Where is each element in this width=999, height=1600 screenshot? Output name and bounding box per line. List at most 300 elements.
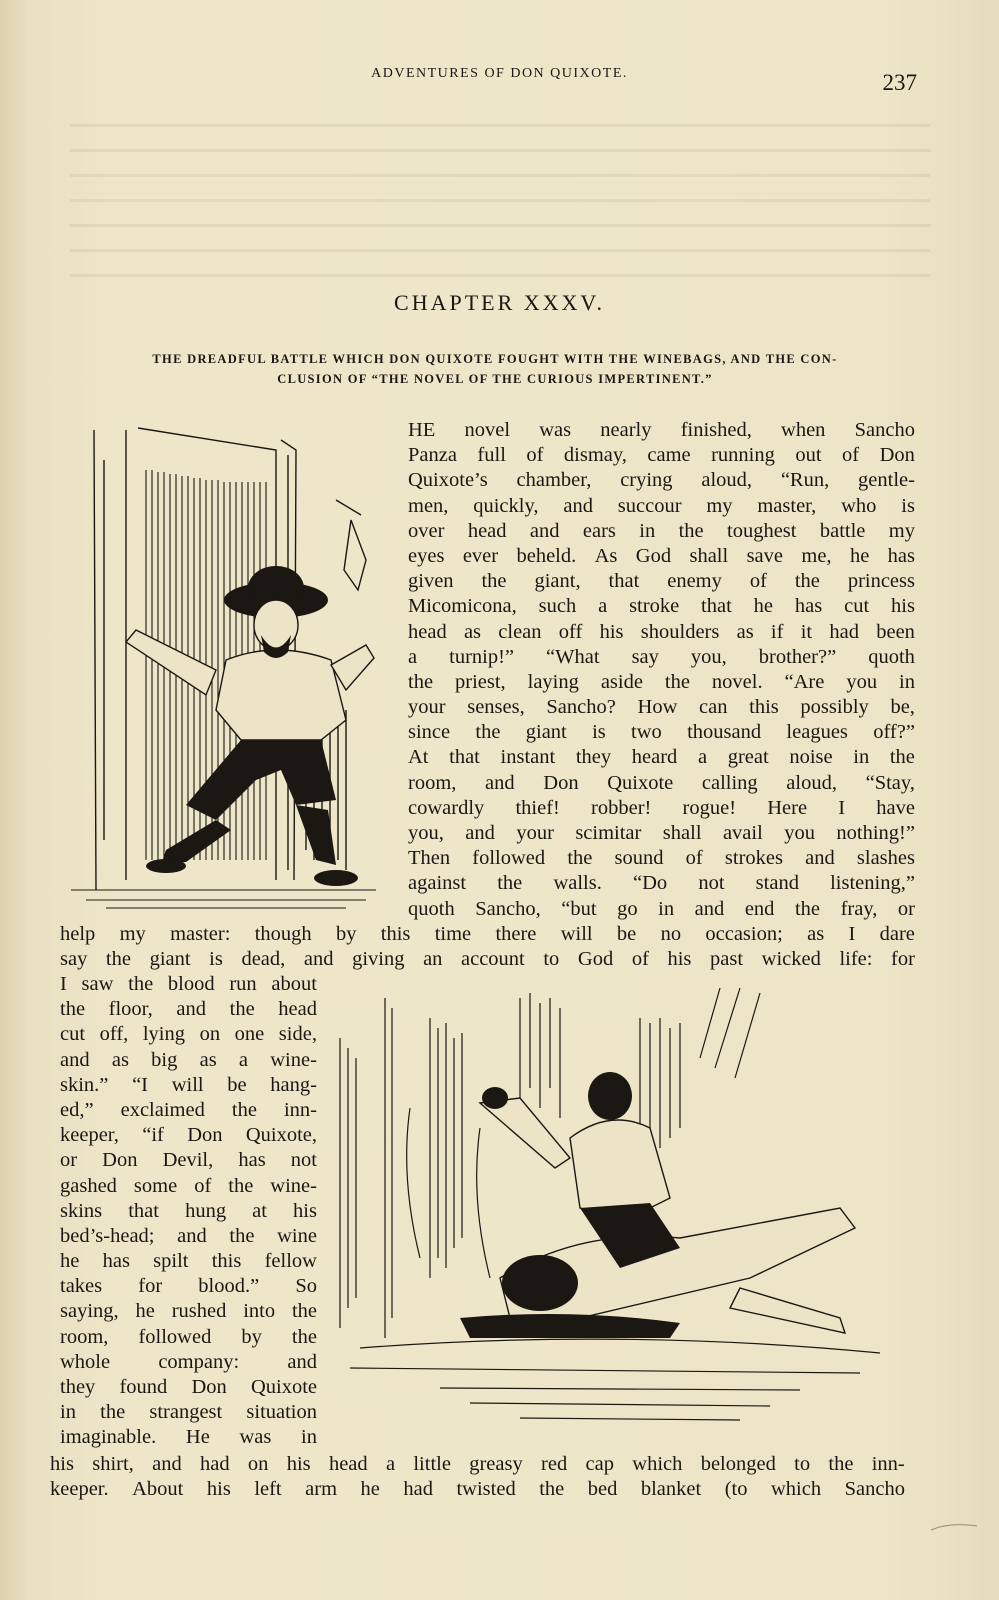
word: listening,” xyxy=(830,872,915,895)
text-line xyxy=(408,620,915,645)
text-line xyxy=(408,443,915,468)
word: time xyxy=(434,923,472,945)
word: greasy xyxy=(469,1453,523,1475)
word: fellow xyxy=(264,1250,317,1273)
word: has xyxy=(794,595,823,618)
word: imaginable. xyxy=(60,1426,157,1449)
word: in xyxy=(60,1401,76,1424)
text-line xyxy=(408,544,915,569)
word: Quixote’s xyxy=(408,469,488,492)
word: “but xyxy=(561,897,597,920)
word: belonged xyxy=(700,1453,776,1475)
word: that xyxy=(449,746,480,769)
word: cap xyxy=(585,1453,614,1475)
word: be xyxy=(616,923,637,945)
word: was xyxy=(239,1426,272,1449)
word: the xyxy=(567,847,593,870)
word: though xyxy=(254,923,312,945)
word: they xyxy=(60,1376,96,1398)
word: followed xyxy=(472,847,546,870)
word: Quixote, xyxy=(245,1124,317,1147)
word: a xyxy=(238,1048,249,1071)
word: noise xyxy=(789,746,833,769)
word: heard xyxy=(631,746,678,769)
word: you xyxy=(784,822,815,844)
word: the xyxy=(128,973,154,995)
word: slashes xyxy=(856,847,915,870)
word: running xyxy=(711,444,775,467)
word: master, xyxy=(757,494,817,517)
word: Don xyxy=(879,444,915,467)
word: in xyxy=(301,1426,317,1449)
word: had xyxy=(829,620,859,643)
chapter-summary-line-1: THE DREADFUL BATTLE WHICH DON QUIXOTE FOUGHT WITH THE WINEBAGS, AND THE CON- xyxy=(152,352,838,366)
word: Devil, xyxy=(162,1149,214,1172)
illustration-sancho-running xyxy=(66,420,396,910)
word: exclaimed xyxy=(120,1098,205,1121)
word: cut xyxy=(60,1023,86,1046)
text-line xyxy=(60,1199,317,1224)
word: fray, xyxy=(840,897,878,920)
word: this xyxy=(380,923,411,945)
word: As xyxy=(594,544,618,567)
word: have xyxy=(876,796,915,819)
word: found xyxy=(119,1376,168,1398)
word: and xyxy=(563,494,593,517)
word: not xyxy=(698,872,725,895)
word: or xyxy=(60,1149,78,1172)
word: the xyxy=(228,1174,254,1197)
word: giant xyxy=(525,721,567,744)
word: at xyxy=(252,1199,267,1222)
word: novel. xyxy=(711,670,763,693)
word: Sancho? xyxy=(546,696,616,719)
word: keeper, xyxy=(60,1124,119,1147)
word: senses, xyxy=(467,696,525,719)
word: big xyxy=(151,1048,178,1071)
word: the xyxy=(539,1478,565,1501)
word: to xyxy=(794,1453,811,1475)
text-line xyxy=(408,418,915,443)
word: the xyxy=(229,1224,255,1247)
word: and xyxy=(287,1350,317,1373)
word: quoth xyxy=(868,645,915,668)
word: had xyxy=(200,1453,230,1475)
word: wine xyxy=(277,1224,317,1247)
show-through-text xyxy=(70,110,930,290)
word: since xyxy=(408,721,451,744)
word: giant, xyxy=(534,570,581,593)
word: two xyxy=(631,721,662,744)
word: by xyxy=(335,923,357,945)
word: end xyxy=(744,897,775,920)
word: room, xyxy=(60,1325,109,1348)
word: toughest xyxy=(727,519,797,542)
text-line xyxy=(60,1174,317,1199)
word: stroke xyxy=(629,595,680,618)
word: finished, xyxy=(680,419,752,441)
word: Micomicona, xyxy=(408,595,517,618)
word: and xyxy=(176,998,207,1021)
word: whole xyxy=(60,1350,111,1373)
word: came xyxy=(647,444,691,467)
word: had xyxy=(403,1478,433,1501)
text-line xyxy=(60,1375,317,1400)
word: over xyxy=(408,519,445,542)
word: has xyxy=(238,1149,266,1172)
word: the xyxy=(481,570,507,593)
word: keeper. xyxy=(50,1478,109,1501)
word: possibly xyxy=(800,696,869,719)
word: turnip!” xyxy=(449,645,515,668)
word: (to xyxy=(724,1478,748,1501)
word: twisted xyxy=(456,1478,516,1501)
word: the xyxy=(497,872,523,895)
text-line xyxy=(60,1098,317,1123)
word: my xyxy=(888,519,915,542)
text-line xyxy=(408,519,915,544)
word: as xyxy=(111,1048,129,1071)
word: giving xyxy=(352,948,405,971)
word: as xyxy=(199,1048,217,1071)
word: lying xyxy=(142,1023,185,1046)
word: as xyxy=(463,620,482,643)
word: is xyxy=(901,494,915,517)
word: rogue! xyxy=(682,796,737,819)
word: the xyxy=(105,948,131,971)
word: in xyxy=(639,519,656,542)
word: Don xyxy=(102,1149,138,1172)
word: aside xyxy=(600,670,643,693)
text-line xyxy=(408,745,915,770)
word: past xyxy=(710,948,744,971)
word: princess xyxy=(847,570,915,593)
word: and xyxy=(485,771,515,794)
word: bed’s-head; xyxy=(60,1224,155,1247)
word: your xyxy=(408,696,446,719)
word: left xyxy=(254,1478,282,1501)
word: blood xyxy=(167,973,215,995)
word: say xyxy=(631,645,659,668)
text-line xyxy=(60,1249,317,1274)
word: God xyxy=(635,544,672,567)
word: be, xyxy=(890,696,915,719)
word: Sancho xyxy=(854,419,915,441)
word: the xyxy=(408,670,434,693)
bottom-text xyxy=(50,1452,905,1502)
text-line xyxy=(408,594,915,619)
text-line xyxy=(50,1452,905,1477)
text-line xyxy=(408,670,915,695)
word: scimitar xyxy=(575,822,642,844)
word: the xyxy=(664,670,690,693)
text-line xyxy=(60,1400,317,1425)
word: laying xyxy=(527,670,579,693)
word: he xyxy=(135,1300,155,1323)
word: when xyxy=(781,419,826,441)
word: ed,” xyxy=(60,1098,94,1121)
word: followed xyxy=(138,1325,212,1348)
word: side, xyxy=(278,1023,317,1046)
word: that xyxy=(608,570,640,593)
word: company: xyxy=(158,1350,240,1373)
word: instant xyxy=(500,746,556,769)
word: priest, xyxy=(455,670,506,693)
word: that xyxy=(701,595,732,618)
word: cowardly xyxy=(408,796,485,819)
word: and xyxy=(529,519,560,542)
word: in xyxy=(899,670,915,693)
word: “Do xyxy=(633,872,668,895)
word: by xyxy=(241,1325,262,1348)
word: full xyxy=(477,444,506,467)
word: off?” xyxy=(873,721,915,744)
word: Quixote xyxy=(250,1376,317,1398)
word: shoulders xyxy=(640,620,720,643)
word: and xyxy=(303,948,334,971)
page-number: 237 xyxy=(882,70,917,95)
word: saying, xyxy=(60,1300,119,1323)
word: ears xyxy=(582,519,616,542)
word: his xyxy=(206,1478,231,1501)
word: if xyxy=(770,620,784,643)
word: About xyxy=(132,1478,184,1501)
word: run xyxy=(229,973,257,995)
word: giant xyxy=(149,948,191,971)
word: account xyxy=(461,948,525,971)
chapter-summary-line-2: CLUSION OF “THE NOVEL OF THE CURIOUS IMPERTINENT.” xyxy=(277,372,713,386)
word: wine- xyxy=(270,1048,317,1071)
word: saw xyxy=(81,973,114,995)
word: I xyxy=(60,973,67,995)
word: an xyxy=(423,948,443,971)
word: my xyxy=(119,923,146,945)
word: the xyxy=(889,746,915,769)
word: clean xyxy=(498,620,542,643)
word: help xyxy=(60,923,96,945)
word: of xyxy=(526,444,544,467)
word: hang- xyxy=(270,1073,317,1096)
word: one xyxy=(234,1023,265,1046)
text-line xyxy=(60,1048,317,1073)
full-width-text xyxy=(60,922,915,972)
word: which xyxy=(770,1478,822,1501)
text-line xyxy=(408,468,915,493)
word: the xyxy=(794,897,821,920)
word: for xyxy=(138,1275,163,1298)
word: I xyxy=(838,796,846,819)
word: blanket xyxy=(640,1478,702,1501)
word: situation xyxy=(246,1401,317,1424)
word: dead, xyxy=(241,948,286,971)
word: walls. xyxy=(553,872,602,895)
word: dare xyxy=(879,923,915,945)
word: God xyxy=(577,948,614,971)
word: can xyxy=(699,696,728,719)
word: in xyxy=(853,746,870,769)
word: quickly, xyxy=(473,494,539,517)
word: it xyxy=(800,620,813,643)
word: and xyxy=(152,1453,182,1475)
word: the xyxy=(100,1401,126,1424)
word: beheld. xyxy=(516,544,577,567)
word: bed xyxy=(587,1478,618,1501)
word: shall xyxy=(662,822,702,844)
word: of xyxy=(631,948,649,971)
word: “What xyxy=(546,645,600,668)
word: little xyxy=(413,1453,451,1475)
text-line xyxy=(60,1325,317,1350)
word: takes xyxy=(60,1275,103,1298)
word: of xyxy=(749,570,767,593)
word: Don xyxy=(191,1376,227,1398)
word: He xyxy=(185,1426,210,1449)
illustration-wineskin-battle xyxy=(320,978,905,1433)
word: for xyxy=(891,948,915,971)
word: robber! xyxy=(591,796,652,819)
text-line xyxy=(60,1299,317,1324)
left-column-text xyxy=(60,972,317,1451)
word: his xyxy=(286,1453,311,1475)
word: aloud, xyxy=(701,469,753,492)
word: “I xyxy=(132,1073,149,1096)
right-column-text xyxy=(408,418,915,922)
word: battle xyxy=(819,519,866,542)
word: the xyxy=(60,998,86,1021)
word: nothing!” xyxy=(836,822,915,844)
word: So xyxy=(295,1275,317,1298)
word: calling xyxy=(701,771,758,794)
word: “Run, xyxy=(780,469,830,492)
word: the xyxy=(678,519,704,542)
word: no xyxy=(660,923,682,945)
word: off, xyxy=(99,1023,129,1046)
word: my xyxy=(706,494,733,517)
word: the xyxy=(291,1300,317,1323)
word: I xyxy=(848,923,856,945)
word: Sancho xyxy=(844,1478,905,1501)
word: on xyxy=(247,1453,269,1475)
word: succour xyxy=(617,494,682,517)
word: head xyxy=(328,1453,368,1475)
word: his xyxy=(599,620,624,643)
word: given xyxy=(408,570,454,593)
chapter-summary xyxy=(70,349,920,389)
word: he xyxy=(360,1478,380,1501)
word: be xyxy=(227,1073,247,1096)
word: shall xyxy=(689,544,729,567)
word: Don xyxy=(187,1124,223,1147)
word: gashed xyxy=(60,1174,117,1197)
word: which xyxy=(632,1453,683,1475)
word: this xyxy=(749,696,779,719)
word: about xyxy=(271,973,317,995)
word: rushed xyxy=(171,1300,227,1323)
word: he xyxy=(753,595,774,618)
word: and xyxy=(805,847,835,870)
word: Sancho, xyxy=(475,897,541,920)
word: save xyxy=(746,544,784,567)
word: head xyxy=(408,620,447,643)
word: crying xyxy=(620,469,673,492)
word: your xyxy=(516,822,554,844)
word: hung xyxy=(185,1199,227,1222)
word: of xyxy=(842,444,860,467)
word: has xyxy=(102,1250,130,1273)
word: me, xyxy=(801,544,832,567)
word: as xyxy=(736,620,754,643)
word: not xyxy=(290,1149,317,1172)
word: the xyxy=(291,1325,317,1348)
word: will xyxy=(171,1073,204,1096)
word: he xyxy=(60,1250,80,1273)
word: enemy xyxy=(667,570,722,593)
word: some xyxy=(133,1174,178,1197)
word: avail xyxy=(722,822,763,844)
word: shirt, xyxy=(92,1453,134,1475)
word: head xyxy=(278,998,317,1021)
word: blood.” xyxy=(198,1275,260,1298)
word: floor, xyxy=(108,998,153,1021)
word: his xyxy=(891,595,915,618)
text-line xyxy=(60,1148,317,1173)
word: of xyxy=(194,1174,212,1197)
text-line xyxy=(60,922,915,947)
word: as xyxy=(807,923,825,945)
word: stand xyxy=(755,872,799,895)
word: his xyxy=(293,1199,317,1222)
word: great xyxy=(727,746,769,769)
word: say xyxy=(60,948,88,971)
word: “Are xyxy=(784,670,825,693)
word: life: xyxy=(839,948,873,971)
word: Here xyxy=(767,796,808,819)
word: his xyxy=(667,948,692,971)
word: arm xyxy=(305,1478,338,1501)
word: you, xyxy=(690,645,727,668)
text-line xyxy=(408,897,915,922)
word: HE xyxy=(408,419,436,441)
word: strangest xyxy=(149,1401,223,1424)
word: and xyxy=(465,822,495,844)
word: Panza xyxy=(408,444,457,467)
text-line xyxy=(408,645,915,670)
word: spilt xyxy=(153,1250,189,1273)
word: a xyxy=(385,1453,396,1475)
text-line xyxy=(408,846,915,871)
word: “Stay, xyxy=(865,771,915,794)
word: is xyxy=(209,948,223,971)
word: skin.” xyxy=(60,1073,109,1096)
text-line xyxy=(60,1123,317,1148)
word: in xyxy=(658,897,675,920)
word: wine- xyxy=(270,1174,317,1197)
word: red xyxy=(541,1453,568,1475)
word: At xyxy=(408,746,429,769)
word: they xyxy=(575,746,612,769)
word: to xyxy=(543,948,560,971)
word: the xyxy=(475,721,501,744)
text-line xyxy=(60,1022,317,1047)
word: thousand xyxy=(687,721,762,744)
word: chamber, xyxy=(516,469,592,492)
word: and xyxy=(694,897,725,920)
word: out xyxy=(795,444,822,467)
word: eyes xyxy=(408,544,445,567)
text-line xyxy=(408,494,915,519)
word: nearly xyxy=(600,419,652,441)
word: is xyxy=(592,721,606,744)
